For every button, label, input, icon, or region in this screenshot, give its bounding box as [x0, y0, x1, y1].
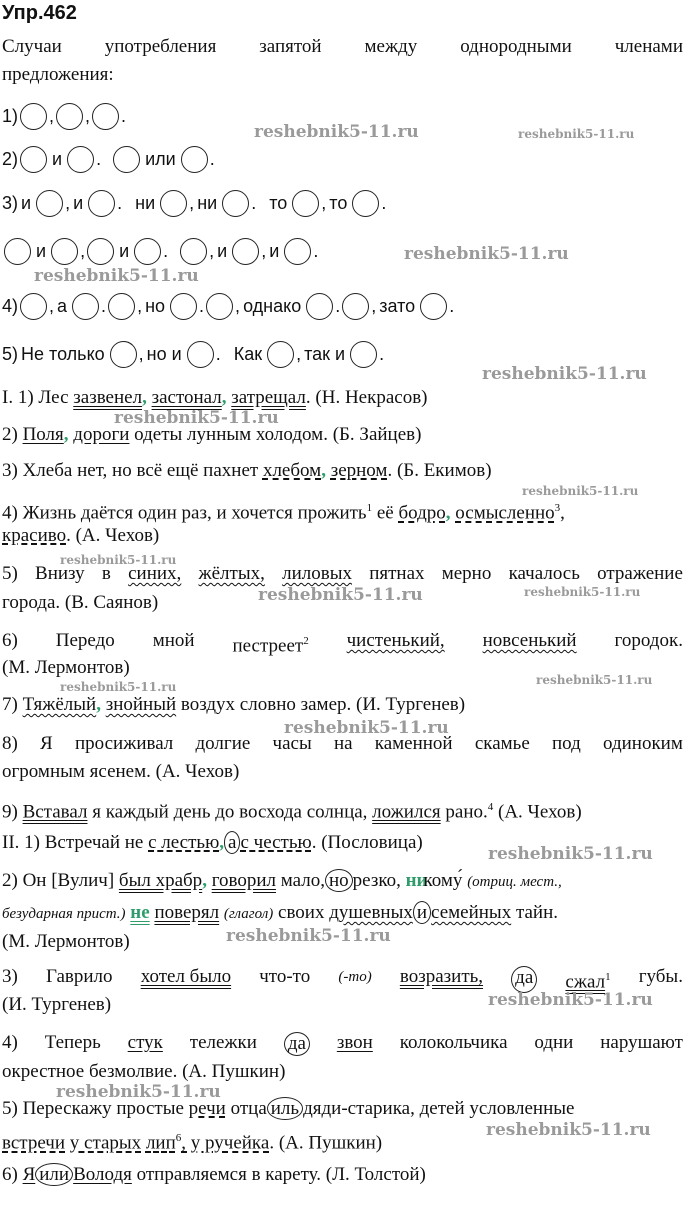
conjunction: Как [233, 343, 263, 364]
text: 4) [2, 1032, 18, 1053]
subject: дороги [73, 424, 130, 445]
circle-member [4, 238, 31, 265]
watermark: reshebnik5-11.ru [284, 718, 449, 738]
sentence-1-4-cont [2, 525, 159, 547]
scheme-number: 3) [2, 192, 19, 213]
note: безударная прист.) [2, 906, 126, 922]
circled-conjunction: да [284, 1032, 310, 1056]
text: тайн. [515, 902, 558, 923]
circle-member [206, 293, 233, 320]
circle-member [306, 293, 333, 320]
watermark: reshebnik5-11.ru [404, 244, 569, 264]
circled-conjunction: или [35, 1163, 73, 1186]
prefix-highlight: ни [405, 870, 428, 891]
footnote-mark: 1 [366, 502, 373, 514]
text: 9) [2, 801, 18, 823]
scheme-3: 3) и , и . ни , ни . то , то . [2, 187, 386, 219]
circle-member [160, 190, 187, 217]
footnote-mark: 3 [554, 502, 561, 514]
circled-conjunction: иль [267, 1097, 303, 1120]
text: часы [272, 733, 312, 754]
text: 5) Перескажу простые [2, 1098, 184, 1119]
watermark: reshebnik5-11.ru [488, 990, 653, 1010]
subject: Я [22, 1164, 36, 1185]
text: городок. [614, 630, 683, 651]
subject: Поля [22, 424, 64, 445]
conjunction: но и [146, 343, 182, 364]
attribute: лиловых [282, 563, 352, 584]
watermark: reshebnik5-11.ru [536, 673, 653, 687]
attribute: знойный [105, 694, 177, 715]
circle-member [20, 146, 47, 173]
circle-member [92, 103, 119, 130]
attribute: Тяжёлый [22, 694, 97, 715]
circle-member [267, 341, 294, 368]
circle-member [20, 293, 47, 320]
particle-highlight: не [130, 902, 150, 923]
text: . (А. Чехов) [66, 525, 160, 546]
scheme-4: 4) , а . , но . , однако . , зато . [2, 290, 454, 322]
circled-conjunction: и [413, 901, 431, 924]
intro-word: запятой [259, 36, 322, 57]
text: тележки [189, 1032, 257, 1053]
text: пестреет [232, 635, 304, 657]
predicate: был храбр [118, 870, 203, 891]
text: качалось [508, 563, 580, 584]
text: . (А. Пушкин) [269, 1132, 383, 1154]
exercise-title: Упр.462 [2, 2, 77, 24]
circle-member [110, 341, 137, 368]
text: долгие [195, 733, 251, 754]
watermark: reshebnik5-11.ru [254, 122, 419, 142]
subject: Володя [73, 1164, 132, 1185]
circle-member [56, 103, 83, 130]
adverbial: , у ручейка [181, 1132, 270, 1154]
sentence-1-5-cont: города. (В. Саянов) [2, 592, 159, 613]
text: отражение [597, 563, 683, 584]
scheme-1: 1) , , . [2, 100, 126, 132]
watermark: reshebnik5-11.ru [60, 680, 177, 694]
sentence-1-4: 4) Жизнь даётся один раз, и хочется прожить$^1$ её бодро, осмысленно$^3$, [2, 502, 565, 524]
text: (А. Чехов) [498, 801, 582, 823]
sentence-1-1: I. 1) Лес зазвенел, застонал, затрещал. (Н. Некрасов) [2, 387, 428, 408]
conjunction: то [329, 192, 348, 213]
conjunction: и [119, 240, 130, 261]
circle-member [87, 238, 114, 265]
scheme-number: 5) [2, 343, 19, 364]
text: . (Н. Некрасов) [305, 387, 428, 408]
object: с честью [240, 832, 312, 853]
conjunction: то [269, 192, 288, 213]
text: мало, [280, 870, 325, 891]
watermark: reshebnik5-11.ru [34, 266, 199, 286]
text: её [376, 502, 394, 524]
text: 3) Хлеба нет, но всё ещё пахнет [2, 460, 259, 481]
text: 2) Он [Вулич] [2, 870, 115, 891]
circle-member [352, 190, 379, 217]
circle-member [88, 190, 115, 217]
watermark: reshebnik5-11.ru [114, 408, 279, 428]
sentence-2-4-cont: окрестное безмолвие. (А. Пушкин) [2, 1061, 286, 1082]
circle-member [180, 238, 207, 265]
predicate: поверял [154, 902, 220, 923]
attribute: семейных [431, 902, 512, 923]
text: каменной [374, 733, 453, 754]
intro-word: членами [614, 36, 683, 57]
text: одиноким [603, 733, 683, 754]
text: одеты лунным холодом. (Б. Зайцев) [134, 424, 422, 445]
circle-member [187, 341, 214, 368]
note: (отриц. мест., [467, 874, 562, 890]
predicate: затрещал [231, 387, 306, 408]
sentence-1-3: 3) Хлеба нет, но всё ещё пахнет хлебом, зерном. (Б. Екимов) [2, 460, 492, 481]
conjunction: Не только [21, 343, 105, 364]
text: II. 1) Встречай не [2, 832, 144, 853]
subject: звон [336, 1032, 373, 1053]
text: под [551, 733, 581, 754]
circle-member [284, 238, 311, 265]
text: 4) Жизнь даётся один раз, и хочется прожить [2, 502, 367, 524]
predicate: хотел было [140, 966, 232, 987]
text: 2) [2, 424, 18, 445]
predicate: сжал [565, 971, 606, 993]
adverbial: осмысленно [455, 502, 555, 524]
circle-member [420, 293, 447, 320]
circle-member [72, 293, 99, 320]
sentence-1-7: 7) Тяжёлый, знойный воздух словно замер. (И. Тургенев) [2, 694, 466, 715]
watermark: reshebnik5-11.ru [56, 1082, 221, 1102]
scheme-2: 2) и . или . [2, 143, 215, 175]
text: пятнах [369, 563, 425, 584]
intro-word: употребления [104, 36, 217, 57]
adverbial: у старых [69, 1132, 142, 1154]
text: скамье [474, 733, 530, 754]
predicate: говорил [211, 870, 276, 891]
circle-member [20, 103, 47, 130]
attribute: душевных [329, 902, 413, 923]
conjunction: и [21, 192, 32, 213]
circle-member [67, 146, 94, 173]
sentence-1-2: 2) Поля, дороги одеты лунным холодом. (Б. Зайцев) [2, 424, 422, 445]
text: 6) [2, 1164, 18, 1185]
text: рано. [445, 801, 488, 823]
text: отправляемся в карету. (Л. Толстой) [136, 1164, 426, 1185]
sentence-2-5-cont [2, 1127, 382, 1154]
text: 5) [2, 563, 18, 584]
note: (-то) [338, 969, 372, 985]
circled-conjunction: но [325, 869, 353, 892]
sentence-1-6-cont: (М. Лермонтов) [2, 657, 130, 678]
conjunction: так и [304, 343, 346, 364]
predicate: возразить, [399, 966, 484, 987]
text: одни [534, 1032, 574, 1053]
watermark: reshebnik5-11.ru [486, 1120, 651, 1140]
conjunction: но [145, 295, 166, 316]
scheme-number: 1) [2, 105, 19, 126]
object: хлебом [262, 460, 322, 481]
sentence-1-6 [2, 630, 683, 657]
footnote-mark: 6 [175, 1132, 182, 1144]
text: Передо [55, 630, 115, 651]
object: с лестью [148, 832, 220, 853]
text: я каждый день до восхода солнца, [92, 801, 368, 823]
sentence-2-2-cont [2, 902, 558, 925]
object: встречи [2, 1132, 66, 1154]
text: нарушают [600, 1032, 683, 1053]
circle-member [51, 238, 78, 265]
adverbial: лип [145, 1132, 176, 1154]
scheme-5: 5) Не только , но и . Как , так и . [2, 338, 384, 370]
circle-member [350, 341, 377, 368]
intro-word: между [364, 36, 418, 57]
watermark: reshebnik5-11.ru [60, 553, 177, 567]
text: своих [278, 902, 325, 923]
text: что-то [259, 966, 311, 987]
text: 3) [2, 966, 18, 987]
conjunction: и [269, 240, 280, 261]
text: отца [230, 1098, 267, 1119]
text: на [333, 733, 353, 754]
text: колокольчика [399, 1032, 508, 1053]
circle-member [170, 293, 197, 320]
footnote-mark: 4 [487, 801, 494, 813]
watermark: reshebnik5-11.ru [226, 926, 391, 946]
sentence-2-2-cont2: (М. Лермонтов) [2, 931, 130, 952]
intro-word: Случаи [2, 36, 62, 57]
conjunction: и [36, 240, 47, 261]
conjunction: ни [135, 192, 156, 213]
sentence-2-4 [2, 1032, 683, 1056]
circle-member [232, 238, 259, 265]
watermark: reshebnik5-11.ru [258, 585, 423, 605]
watermark: reshebnik5-11.ru [518, 127, 635, 141]
text: 7) [2, 694, 18, 715]
text: в [101, 563, 111, 584]
text: кому́ [423, 870, 463, 891]
object: зерном [330, 460, 388, 481]
text: дяди [303, 1098, 342, 1119]
text: воздух словно замер. (И. Тургенев) [180, 694, 466, 715]
text: губы. [638, 966, 683, 987]
sentence-2-2: 2) Он [Вулич] был храбр, говорил мало, но резко, никому́ (отриц. мест., [2, 870, 562, 891]
note: (глагол) [223, 906, 274, 922]
circled-conjunction: а [224, 831, 240, 854]
sentence-1-8-cont: огромным ясенем. (А. Чехов) [2, 761, 240, 782]
scheme-number: 4) [2, 295, 19, 316]
circle-member [113, 146, 140, 173]
text: -старика, детей условленные [341, 1098, 575, 1119]
text: мерно [441, 563, 492, 584]
attribute: синих, [128, 563, 182, 584]
predicate: ложился [372, 801, 441, 823]
attribute: чистенький, [346, 630, 445, 651]
adverbial: красиво [2, 525, 67, 546]
conjunction: и [73, 192, 84, 213]
conjunction: а [57, 295, 68, 316]
circled-conjunction: да [511, 966, 537, 993]
text: просиживал [74, 733, 174, 754]
text: мной [152, 630, 195, 651]
circle-member [342, 293, 369, 320]
circle-member [222, 190, 249, 217]
scheme-3b: и , и . , и , и . [2, 235, 318, 267]
conjunction: и [217, 240, 228, 261]
intro-line [2, 36, 683, 58]
watermark: reshebnik5-11.ru [524, 585, 641, 599]
conjunction: ни [197, 192, 218, 213]
sentence-2-6 [2, 1164, 426, 1186]
conjunction: зато [379, 295, 416, 316]
circle-member [108, 293, 135, 320]
text: . (Б. Екимов) [387, 460, 492, 481]
conjunction: однако [243, 295, 302, 316]
predicate: застонал [151, 387, 222, 408]
scheme-number: 2) [2, 148, 19, 169]
footnote-mark: 1 [605, 971, 611, 983]
watermark: reshebnik5-11.ru [488, 844, 653, 864]
circle-member [181, 146, 208, 173]
predicate: Вставал [22, 801, 88, 823]
text: I. 1) Лес [2, 387, 69, 408]
circle-member [36, 190, 63, 217]
watermark: reshebnik5-11.ru [482, 364, 647, 384]
conjunction: и [52, 148, 63, 169]
text: Я [40, 733, 53, 754]
footnote-mark: 2 [303, 635, 309, 647]
text: Внизу [35, 563, 85, 584]
text: резко, [352, 870, 401, 891]
conjunction: или [145, 148, 176, 169]
sentence-1-9 [2, 796, 582, 823]
text: 8) [2, 733, 18, 754]
text: Теперь [44, 1032, 101, 1053]
attribute: новсенький [482, 630, 577, 651]
text: Гаврило [45, 966, 113, 987]
subject: стук [127, 1032, 163, 1053]
intro-line-2: предложения: [2, 64, 114, 85]
predicate: зазвенел [73, 387, 143, 408]
sentence-2-1: II. 1) Встречай не с лестью, а с честью. (Пословица) [2, 832, 423, 853]
watermark: reshebnik5-11.ru [522, 484, 639, 498]
attribute: жёлтых, [198, 563, 265, 584]
text: 6) [2, 630, 18, 651]
text: . (Пословица) [311, 832, 423, 853]
sentence-2-3-cont: (И. Тургенев) [2, 994, 112, 1015]
circle-member [292, 190, 319, 217]
object: речи [188, 1098, 226, 1119]
intro-word: однородными [460, 36, 572, 57]
circle-member [134, 238, 161, 265]
adverbial: бодро [398, 502, 446, 524]
